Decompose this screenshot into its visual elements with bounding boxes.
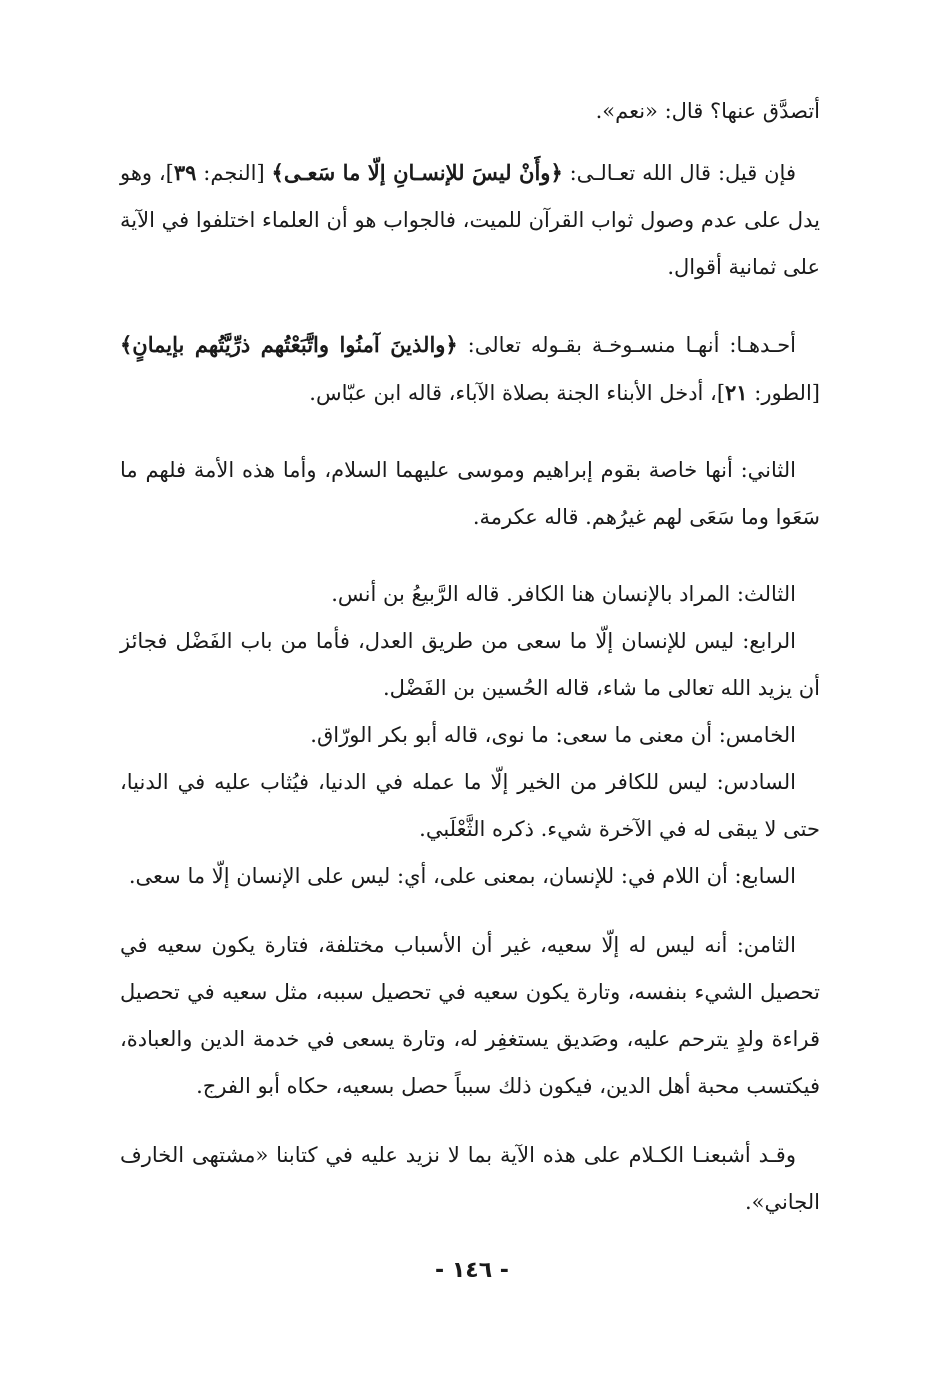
verse-number: ٣٩ — [173, 160, 197, 185]
paragraph-text: ]، أدخل الأبناء الجنة بصلاة الآباء، قاله ابن عبّاس. — [309, 381, 726, 405]
verse-number: ٢١ — [725, 380, 748, 405]
paragraph-conclusion — [120, 1132, 820, 1226]
paragraph-text: الثالث: المراد بالإنسان هنا الكافر. قاله الرَّبيعُ بن أنس. — [331, 582, 796, 606]
paragraph-fifth-opinion — [120, 712, 820, 759]
paragraph-text: أتصدَّق عنها؟ قال: «نعم». — [595, 99, 820, 123]
paragraph-text: ]، وهو يدل على عدم وصول ثواب القرآن للميت، فالجواب هو أن العلماء اختلفوا في الآية على ثمانية أقوال. — [120, 161, 820, 279]
paragraph-question — [120, 149, 820, 291]
paragraph-text: وقـد أشبعنـا الكـلام على هذه الآية بما لا نزيد عليه في كتابنا «مشتهى الخارف الجاني». — [120, 1143, 820, 1214]
paragraph-text: الرابع: ليس للإنسان إلّا ما سعى من طريق العدل، فأما من باب الفَضْل فجائز أن يزيد الله تعالى ما شاء، قاله الحُسين بن الفَضْل. — [120, 629, 820, 700]
paragraph-fourth-opinion — [120, 618, 820, 712]
paragraph-text: السابع: أن اللام في: للإنسان، بمعنى على، أي: ليس على الإنسان إلّا ما سعى. — [128, 864, 796, 888]
paragraph-text: الثامن: أنه ليس له إلّا سعيه، غير أن الأسباب مختلفة، فتارة يكون سعيه في تحصيل الشيء بنفسه، وتارة يكون سعيه في تحصيل سببه، مثل سعيه في تحصيل قراءة ولدٍ يترحم عليه، وصَديق يستغفِر له، وتارة يسعى في خدمة الدين والعبادة، فيكتسب محبة أهل الدين، فيكون ذلك سبباً حصل بسعيه، حكاه أبو الفرج. — [120, 933, 820, 1098]
paragraph-continuation — [120, 88, 820, 135]
paragraph-sixth-opinion — [120, 759, 820, 853]
paragraph-text: فإن قيل: قال الله تعـالـى: — [562, 161, 796, 185]
paragraph-second-opinion — [120, 447, 820, 541]
verse-reference: [النجم: — [196, 161, 272, 185]
paragraph-seventh-opinion — [120, 853, 820, 900]
paragraph-first-opinion — [120, 321, 820, 417]
paragraph-third-opinion — [120, 571, 820, 618]
paragraph-eighth-opinion — [120, 922, 820, 1110]
paragraph-text: الثاني: أنها خاصة بقوم إبراهيم وموسى عليهما السلام، وأما هذه الأمة فلهم ما سَعَوا وما سَعَى لهم غيرُهم. قاله عكرمة. — [120, 458, 820, 529]
quran-verse: ﴿وأَنْ ليسَ للإنسـانِ إلّا ما سَعـى﴾ — [271, 160, 563, 185]
verse-reference: [الطور: — [747, 381, 820, 405]
quran-verse: ﴿والذينَ آمنُوا واتَّبَعْتُهم ذرِّيَّتُهم بإيمانٍ﴾ — [120, 332, 458, 357]
paragraph-text: الخامس: أن معنى ما سعى: ما نوى، قاله أبو بكر الورّاق. — [310, 723, 796, 747]
page-number: - ١٤٦ - — [435, 1258, 509, 1283]
paragraph-text: السادس: ليس للكافر من الخير إلّا ما عمله في الدنيا، فيُثاب عليه في الدنيا، حتى لا يبقى له في الآخرة شيء. ذكره الثَّعْلَبي. — [120, 770, 820, 841]
paragraph-text: أحـدهـا: أنهـا منسـوخـة بقـوله تعالى: — [457, 333, 797, 357]
page-body — [120, 88, 820, 1226]
